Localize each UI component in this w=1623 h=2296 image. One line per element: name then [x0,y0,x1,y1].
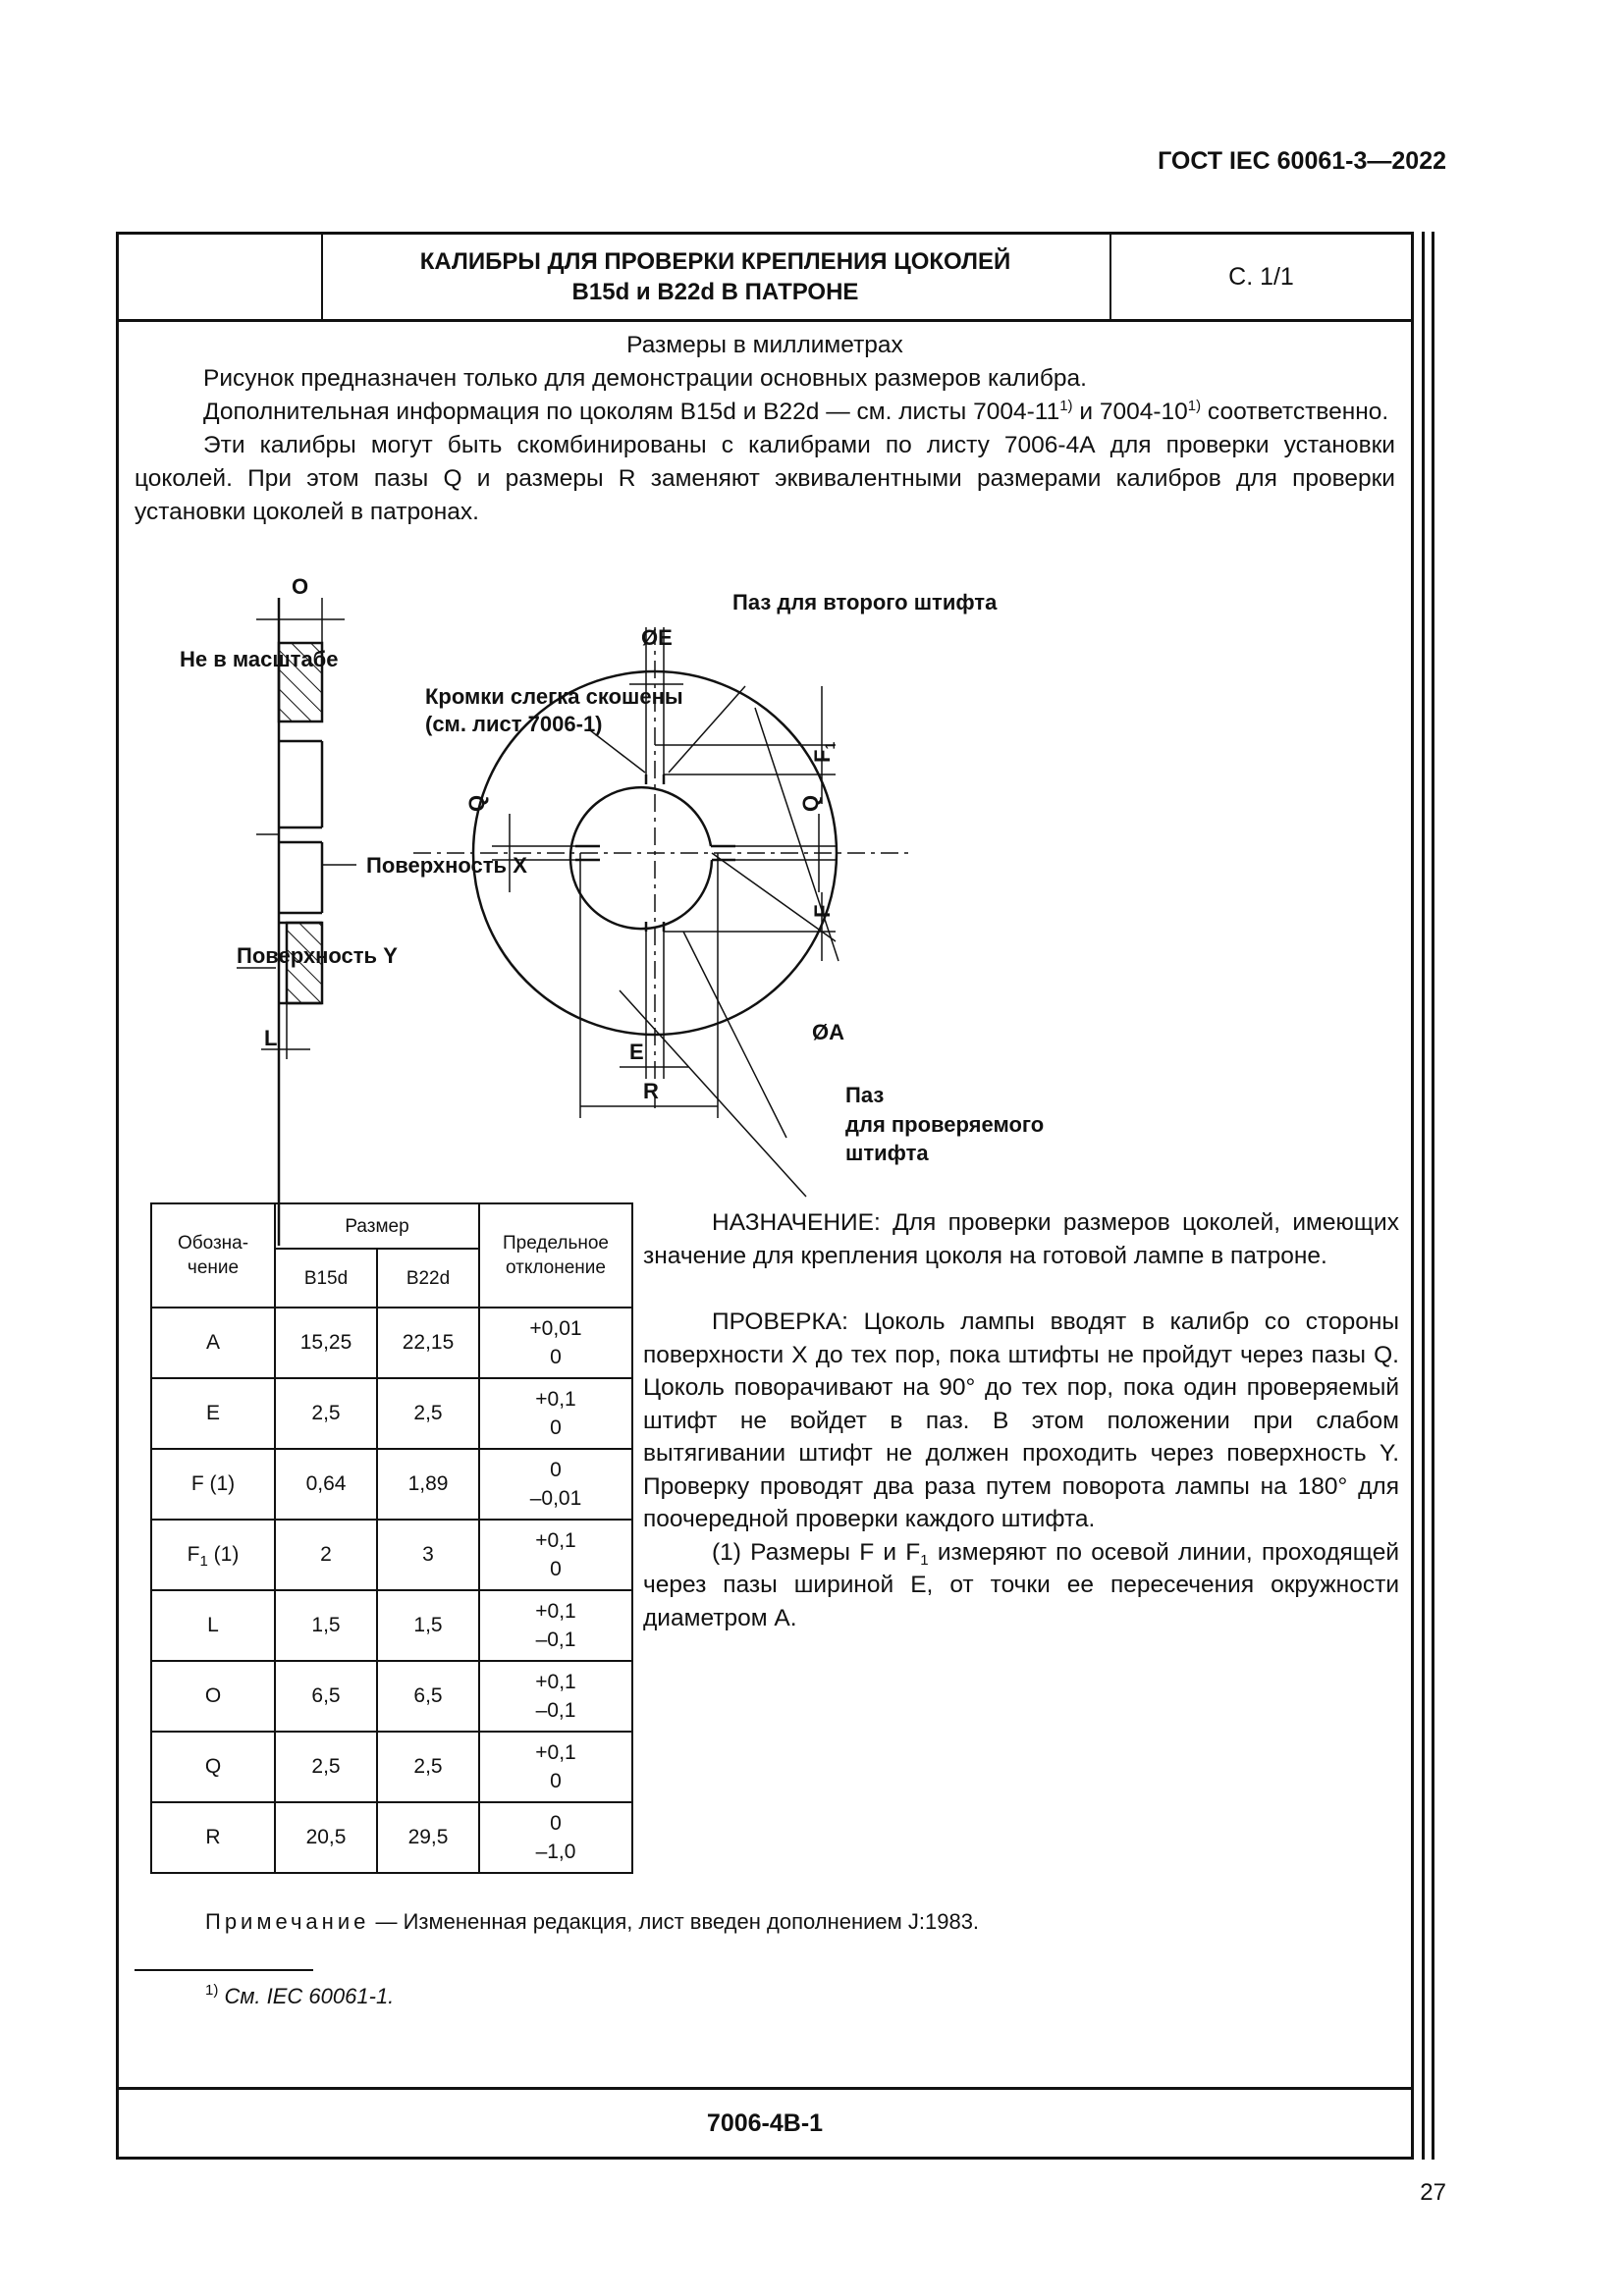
header-designation [151,1203,275,1308]
tol-upper: +0,1 [535,1671,576,1693]
cell-designation: L [151,1590,275,1661]
table-row [151,1378,632,1449]
dim-label-f: F [810,904,835,918]
frame-margin-line [1432,232,1434,2160]
cell-b15d: 2 [275,1520,377,1590]
tol-upper: +0,01 [529,1317,582,1340]
table-row [151,1449,632,1520]
tol-lower: 0 [550,1770,562,1792]
purpose-paragraph: НАЗНАЧЕНИЕ: Для проверки размеров цоколей, имеющих значение для крепления цоколя на готовой лампе в патроне. [643,1209,1399,1269]
cell-b15d: 2,5 [275,1378,377,1449]
dim-label-o: O [292,574,309,599]
cell-tolerance [479,1449,632,1520]
dim-label-l: L [264,1026,278,1050]
cell-designation: O [151,1661,275,1732]
dims-footnote-part-a: (1) Размеры F и F [712,1538,921,1566]
footnote-separator [135,1969,313,1971]
sheet-title-line2: В15d и В22d В ПАТРОНЕ [571,279,859,305]
intro-paragraph-3: Эти калибры могут быть скомбинированы с калибрами по листу 7006-4А для проверки установки цоколей. При этом пазы Q и размеры R заменяют эквивалентными размерами калибров для проверки установки цоколей в патронах. [135,432,1395,525]
header-tolerance-line2: отклонение [506,1257,606,1278]
tol-upper: +0,1 [535,1529,576,1552]
dim-label-e: E [629,1040,644,1064]
cell-tolerance [479,1378,632,1449]
tol-upper: 0 [550,1812,562,1835]
header-designation-line1: Обозна- [177,1233,249,1254]
slot-checked-label-3: штифта [845,1141,929,1165]
not-to-scale-label: Не в масштабе [180,647,339,671]
title-empty-cell [119,235,323,319]
title-block [119,235,1411,322]
table-row [151,1732,632,1802]
cell-b22d: 2,5 [377,1378,479,1449]
dim-label-da: ØA [812,1020,844,1044]
dim-label-f1-sub: 1 [822,741,838,750]
cell-tolerance [479,1802,632,1873]
footnote-ref: 1) [1059,398,1073,414]
dims-footnote-sub: 1 [920,1551,929,1569]
tol-lower: –0,1 [535,1629,576,1651]
cell-tolerance [479,1520,632,1590]
cell-b22d: 6,5 [377,1661,479,1732]
tol-upper: 0 [550,1459,562,1481]
cell-designation: R [151,1802,275,1873]
cell-tolerance [479,1308,632,1378]
tol-lower: 0 [550,1346,562,1368]
cell-b22d: 1,5 [377,1590,479,1661]
standard-header: ГОСТ IEC 60061-3—2022 [1158,147,1446,175]
dimensions-table [150,1202,633,1874]
surface-x-label: Поверхность X [366,853,527,878]
intro-text [135,329,1395,529]
cell-b22d: 2,5 [377,1732,479,1802]
designation-main: F [187,1543,200,1566]
surface-y-label: Поверхность Y [237,943,398,968]
header-tolerance [479,1203,632,1308]
dims-footnote-paragraph [643,1536,1399,1635]
sheet-number: 7006-4В-1 [119,2087,1411,2157]
header-b15d: B15d [275,1249,377,1308]
units-line: Размеры в миллиметрах [626,332,903,358]
title-cell [321,235,1111,319]
note-label: Примечание [205,1909,370,1934]
edges-label-line2: (см. лист 7006-1) [425,712,603,736]
tol-upper: +0,1 [535,1741,576,1764]
slot-second-pin-label: Паз для второго штифта [732,590,998,614]
sheet-title [420,246,1010,307]
intro-paragraph-2 [135,396,1395,429]
cell-designation: A [151,1308,275,1378]
cell-b15d: 15,25 [275,1308,377,1378]
tol-upper: +0,1 [535,1388,576,1411]
cell-tolerance [479,1590,632,1661]
note-text: — Измененная редакция, лист введен дополнением J:1983. [369,1909,980,1934]
dim-label-f1-main: F [810,749,835,763]
tol-upper: +0,1 [535,1600,576,1623]
header-b22d: B22d [377,1249,479,1308]
slot-checked-label-1: Паз [845,1083,885,1107]
sheet-title-line1: КАЛИБРЫ ДЛЯ ПРОВЕРКИ КРЕПЛЕНИЯ ЦОКОЛЕЙ [419,248,1011,275]
table-row [151,1661,632,1732]
dims-footnote-part-b: измеряют по осевой линии, проходящей через пазы шириной E, от точки ее пересечения окружности диаметром A. [643,1538,1400,1631]
cell-designation: F (1) [151,1449,275,1520]
cell-b22d: 22,15 [377,1308,479,1378]
cell-designation [151,1520,275,1590]
cell-b15d: 1,5 [275,1590,377,1661]
designation-suffix: (1) [207,1543,240,1566]
cell-b15d: 6,5 [275,1661,377,1732]
edges-label-line1: Кромки слегка скошены [425,684,683,709]
slot-checked-label-2: для проверяемого [845,1112,1045,1137]
cell-tolerance [479,1732,632,1802]
dim-label-q-right: Q [798,794,823,812]
cell-b22d: 1,89 [377,1449,479,1520]
note [205,1909,979,1935]
footnote-ref: 1) [1187,398,1202,414]
cell-b22d: 3 [377,1520,479,1590]
tol-lower: 0 [550,1558,562,1580]
intro-p2-part-a: Дополнительная информация по цоколям В15d и В22d — см. листы 7004-11 [203,399,1060,425]
footnote-mark: 1) [205,1982,219,1999]
dim-label-q-left: Q [464,794,489,812]
cell-b15d: 20,5 [275,1802,377,1873]
cell-tolerance [479,1661,632,1732]
tol-lower: 0 [550,1416,562,1439]
table-row [151,1802,632,1873]
cell-designation: E [151,1378,275,1449]
cell-b15d: 2,5 [275,1732,377,1802]
cell-b15d: 0,64 [275,1449,377,1520]
tol-lower: –1,0 [535,1841,576,1863]
sheet-frame [116,232,1414,2160]
header-tolerance-line1: Предельное [502,1233,609,1254]
footnote [205,1984,394,2009]
header-size: Размер [275,1203,479,1249]
header-designation-line2: чение [187,1257,240,1278]
side-view [237,598,356,1246]
table-row [151,1520,632,1590]
sheet-count: С. 1/1 [1228,262,1294,291]
designation-sub: 1 [199,1553,208,1570]
intro-p2-part-c: соответственно. [1201,399,1389,425]
footnote-text: См. IEC 60061-1. [218,1984,395,2008]
table-row [151,1308,632,1378]
frame-margin-line [1422,232,1425,2160]
cell-designation: Q [151,1732,275,1802]
intro-paragraph-1: Рисунок предназначен только для демонстрации основных размеров калибра. [203,365,1087,392]
intro-p2-part-b: и 7004-10 [1072,399,1188,425]
page-number: 27 [1420,2179,1446,2206]
dim-label-de: ØE [641,625,673,650]
dim-label-r: R [643,1079,659,1103]
cell-b22d: 29,5 [377,1802,479,1873]
tol-lower: –0,01 [529,1487,582,1510]
tol-lower: –0,1 [535,1699,576,1722]
check-paragraph: ПРОВЕРКА: Цоколь лампы вводят в калибр со стороны поверхности X до тех пор, пока штифты не пройдут через пазы Q. Цоколь поворачивают на 90° до тех пор, пока один проверяемый штифт не войдет в паз. В этом положении при слабом вытягивании штифт не должен проходить через поверхность Y. Проверку проводят два раза путем поворота лампы на 180° для поочередной проверки каждого штифта. [643,1308,1399,1532]
gauge-description [643,1206,1399,1634]
table-row [151,1590,632,1661]
